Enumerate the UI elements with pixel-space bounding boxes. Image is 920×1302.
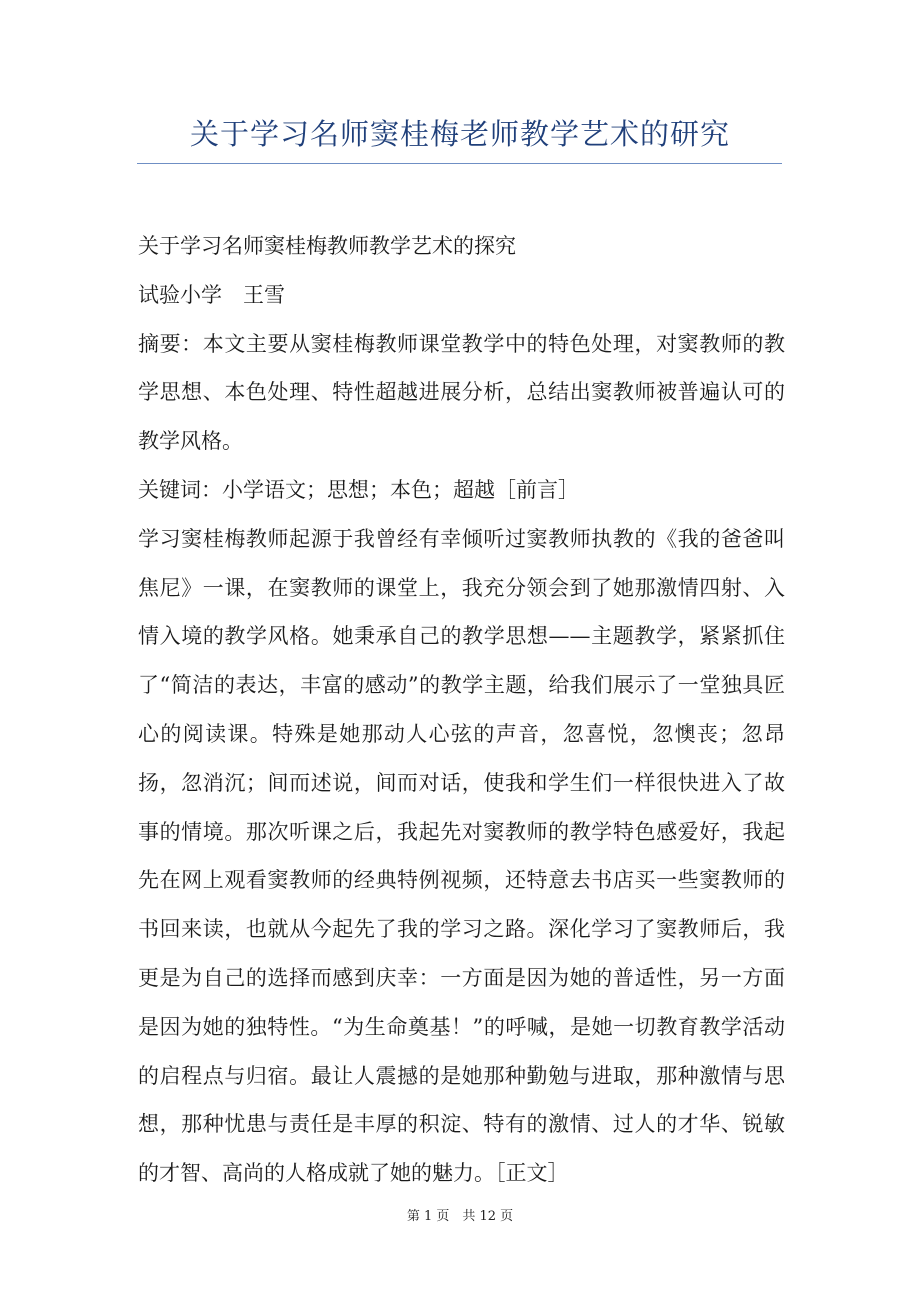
author-line: 试验小学 王雪 [138, 282, 285, 307]
title-divider [137, 163, 782, 164]
document-title: 关于学习名师窦桂梅老师教学艺术的研究 [189, 117, 730, 151]
subtitle-paragraph: 关于学习名师窦桂梅教师教学艺术的探究 [138, 234, 516, 258]
document-body [138, 222, 785, 1198]
page-number-footer: 第 1 页 共 12 页 [406, 1209, 514, 1224]
keywords-line: 关键词：小学语文；思想；本色；超越［前言］ [138, 477, 579, 502]
abstract-paragraph: 摘要：本文主要从窦桂梅教师课堂教学中的特色处理，对窦教师的教学思想、本色处理、特性超越进展分析，总结出窦教师被普遍认可的教学风格。 [138, 331, 785, 454]
body-paragraph: 学习窦桂梅教师起源于我曾经有幸倾听过窦教师执教的《我的爸爸叫焦尼》一课，在窦教师的课堂上，我充分领会到了她那激情四射、入情入境的教学风格。她秉承自己的教学思想——主题教学，紧紧抓住了“简洁的表达，丰富的感动”的教学主题，给我们展示了一堂独具匠心的阅读课。特殊是她那动人心弦的声音，忽喜悦，忽懊丧；忽昂扬，忽消沉；间而述说，间而对话，使我和学生们一样很快进入了故事的情境。那次听课之后，我起先对窦教师的教学特色感爱好，我起先在网上观看窦教师的经典特例视频，还特意去书店买一些窦教师的书回来读，也就从今起先了我的学习之路。深化学习了窦教师后，我更是为自己的选择而感到庆幸：一方面是因为她的普适性，另一方面是因为她的独特性。“为生命奠基！”的呼喊，是她一切教育教学活动的启程点与归宿。最让人震撼的是她那种勤勉与进取，那种激情与思想，那种忧患与责任是丰厚的积淀、特有的激情、过人的才华、锐敏的才智、高尚的人格成就了她的魅力。［正文］ [138, 526, 785, 1186]
